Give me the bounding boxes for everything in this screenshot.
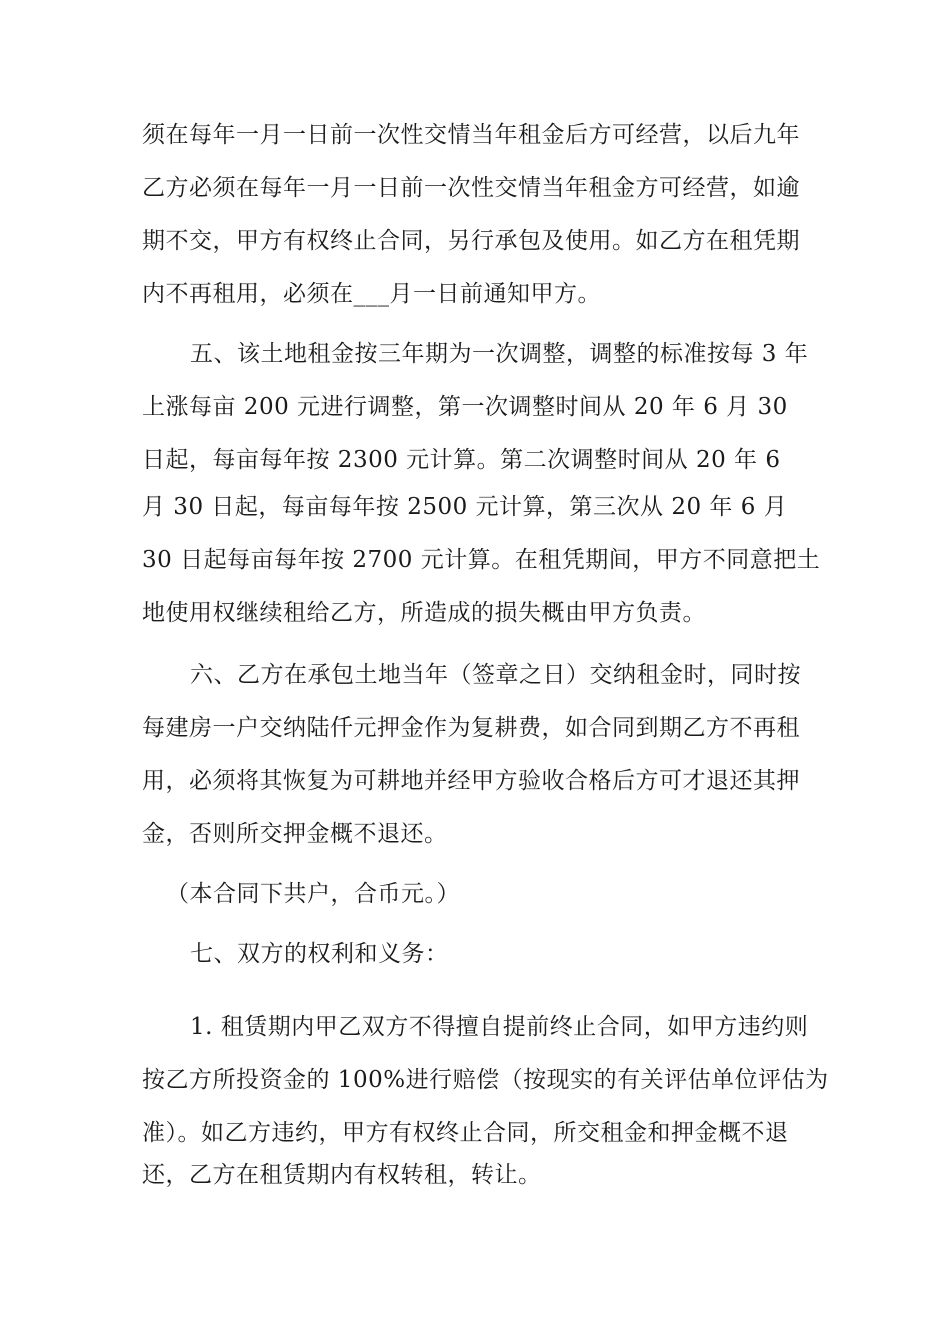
paragraph-line: 用，必须将其恢复为可耕地并经甲方验收合格后方可才退还其押 <box>142 768 800 794</box>
paragraph-line: 乙方必须在每年一月一日前一次性交情当年租金方可经营，如逾 <box>142 175 800 201</box>
paragraph-line: 期不交，甲方有权终止合同，另行承包及使用。如乙方在租凭期 <box>142 228 800 254</box>
paragraph-line: 内不再租用，必须在___月一日前通知甲方。 <box>142 281 601 307</box>
paragraph-line: 每建房一户交纳陆仟元押金作为复耕费，如合同到期乙方不再租 <box>142 715 800 741</box>
section-five-heading-line: 五、该土地租金按三年期为一次调整，调整的标准按每 3 年 <box>190 341 809 367</box>
section-six-heading-line: 六、乙方在承包土地当年（签章之日）交纳租金时，同时按 <box>190 662 801 688</box>
paragraph-line: 日起，每亩每年按 2300 元计算。第二次调整时间从 20 年 6 <box>142 447 781 473</box>
paragraph-line: 还，乙方在租赁期内有权转租，转让。 <box>142 1162 542 1188</box>
contract-note-line: （本合同下共户，合币元。） <box>166 881 460 907</box>
paragraph-line: 准）。如乙方违约，甲方有权终止合同，所交租金和押金概不退 <box>142 1120 789 1146</box>
paragraph-line: 上涨每亩 200 元进行调整，第一次调整时间从 20 年 6 月 30 <box>142 394 788 420</box>
section-seven-heading-line: 七、双方的权利和义务： <box>190 941 449 967</box>
clause-one-line: 1. 租赁期内甲乙双方不得擅自提前终止合同，如甲方违约则 <box>190 1014 809 1040</box>
paragraph-line: 地使用权继续租给乙方，所造成的损失概由甲方负责。 <box>142 600 706 626</box>
paragraph-line: 按乙方所投资金的 100%进行赔偿（按现实的有关评估单位评估为 <box>142 1067 829 1093</box>
paragraph-line: 金，否则所交押金概不退还。 <box>142 821 448 847</box>
paragraph-line: 月 30 日起，每亩每年按 2500 元计算，第三次从 20 年 6 月 <box>142 494 788 520</box>
paragraph-line: 须在每年一月一日前一次性交情当年租金后方可经营，以后九年 <box>142 122 800 148</box>
paragraph-line: 30 日起每亩每年按 2700 元计算。在租凭期间，甲方不同意把土 <box>142 547 821 573</box>
